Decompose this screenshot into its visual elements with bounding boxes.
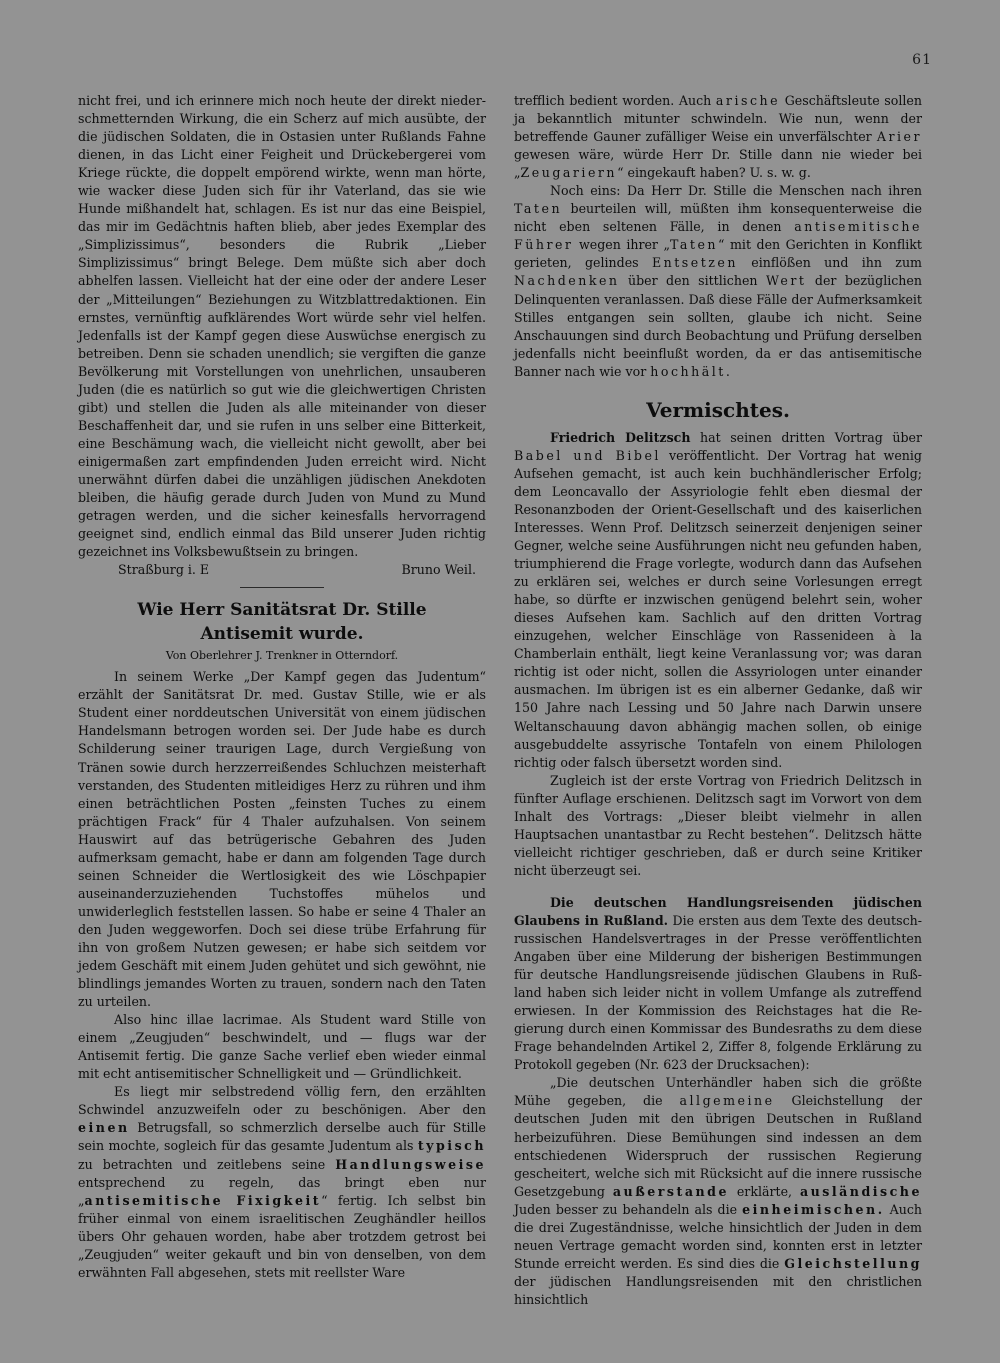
signature-place: Straßburg i. E (118, 562, 210, 578)
text-run: “ fertig. Ich selbst bin früher einmal von einem israelitischen Zeughändler heillos übers Ohr gehauen worden, habe aber trotzdem getrost bei „Zeugjuden“ weiter gekauft und bin von denselben, von dem erwähnten Fall abgesehen, stets mit reellster Ware (78, 1192, 486, 1280)
right-column (514, 92, 922, 1309)
text-run: einflößen und ihn zum (751, 255, 922, 271)
text-run: Geschäftsleute sollen ja bekanntlich mitunter schwindeln. Wie nun, wenn der betreffende Gauner zufälliger Weise ein unverfälschter (514, 93, 922, 145)
paragraph: In seinem Werke „Der Kampf gegen das Judentum“ erzählt der Sanitätsrat Dr. med. Gustav Stille, wie er als Student einer norddeutschen Universität von einem jüdischen Handelsmann betrogen worden sei. Der Jude habe es durch Schilderung seiner traurigen Lage, durch Vergießung von Tränen sowie durch herzzerreißendes Schluchzen meisterhaft verstanden, des Studenten mitleidiges Herz zu rühren und ihm einen beträchtlichen Posten „feinsten Tuches zu einem prächtigen Frack“ für 4 Thaler aufzuhalsen. Von seinem Hauswirt auf das betrügerische Gebahren des Juden aufmerksam gemacht, habe er dann am folgenden Tage durch seinen Schneider die Wertlosigkeit des wie Löschpapier auseinanderzuziehenden Tuchstoffes mühelos und unwiderleglich feststellen lassen. So habe er seine 4 Thaler an den Juden weggeworfen. Doch sei diese trübe Erfahrung für ihn von großem Nutzen gewesen; er habe sich seitdem vor jedem Geschäft mit einem Juden gehütet und sich gewöhnt, nie blindlings jemandes Worten zu trauen, sondern nach den Taten zu urteilen. (78, 669, 486, 1010)
section-divider (240, 587, 324, 588)
emphasis-text: Nachdenken (514, 273, 620, 289)
paragraph (514, 92, 922, 182)
paragraph: Zugleich ist der erste Vortrag von Friedrich Delitzsch in fünfter Auflage erschienen. Delitzsch sagt im Vorwort von dem Inhalt des Vortrags: „Dieser bleibt vielmehr in allen Hauptsachen unantastbar zu Recht bestehen“. Delitzsch hätte vielleicht richtiger geschrieben, daß er durch seine Kritiker nicht überzeugt sei. (514, 772, 922, 878)
emphasis-text: Babel und Bibel (514, 447, 661, 463)
text-run: Es liegt mir selbstredend völlig fern, den erzählten Schwindel anzuzweifeln oder zu beschönigen. Aber den (78, 1084, 486, 1118)
emphasis-text: ausländische (799, 1183, 922, 1199)
emphasis-text: Taten (514, 201, 563, 217)
text-run: wegen ihrer „ (578, 237, 670, 253)
text-run: trefflich bedient worden. Auch (514, 93, 712, 108)
emphasis-text: typisch (417, 1138, 486, 1154)
text-run: “ eingekauft haben? U. s. w. g. (617, 165, 811, 181)
emphasis-text: Gleichstellung (784, 1255, 922, 1271)
text-run: Gleichstellung der deutschen Juden mit den übrigen Deutschen in Rußland herbeizuführen. Diese Bemühungen sind indessen an dem entschiedenen Widerspruch der russischen Regierung gescheitert, welche sich mit Rücksicht auf die innere russische Gesetzgebung (514, 1093, 923, 1199)
emphasis-text: antisemitische Fixigkeit (84, 1192, 322, 1208)
emphasis-text: Handlungsweise (335, 1156, 486, 1172)
text-run: Betrugsfall, so schmerzlich derselbe auch für Stille sein mochte, sogleich für das gesamte Judentum als (78, 1120, 486, 1154)
text-run: „Die deutschen Unterhändler haben sich die größte Mühe gegeben, die (514, 1075, 922, 1109)
text-run: über den sittlichen (627, 273, 758, 289)
emphasis-text: einen (78, 1120, 130, 1136)
emphasis-text: allgemeine (679, 1093, 775, 1109)
emphasis-text: Entsetzen (651, 255, 738, 271)
text-run: veröffentlicht. Der Vortrag hat wenig Aufsehen gemacht, ist auch kein buchhändlerischer Erfolg; dem Leoncavallo der Assyriologie fehlt eben diesmal der Resonanzboden der Orient-Gesellschaft und des kaiserlichen Interesses. Wenn Prof. Delitzsch seinerzeit denjenigen seiner Gegner, welche seine Ausführungen nicht neu gefunden haben, triumphierend die Frage vorlegte, wodurch dann das Aufsehen zu erklären sei, welches er durch seine Vorlesungen erregt habe, so dürfte er inzwischen genügend belehrt sein, woher dieses Aufsehen kam. Sachlich auf den dritten Vortrag einzugehen, welcher Einschläge von Rassenideen à la Chamberlain enthält, liegt keine Veranlassung vor; was daran richtig ist oder nicht, sollen die Assyriologen unter einander ausmachen. Im übrigen ist es ein alberner Gedanke, daß wir 150 Jahre nach Lessing und 50 Jahre nach Darwin unsere Weltanschauung davon abhängig machen sollen, ob einige ausgebuddelte assyrische Tontafeln von einem Philologen richtig oder falsch übersetzt worden sind. (514, 447, 922, 770)
article-heading-line: Antisemit wurde. (200, 624, 364, 645)
text-run: “ mit den Gerichten in Konflikt gerieten, gelindes (514, 237, 922, 271)
article-byline: Von Oberlehrer J. Trenkner in Otterndorf. (165, 649, 399, 663)
text-run: erklärte, (736, 1183, 793, 1199)
emphasis-text: arische (715, 93, 781, 108)
paragraph (514, 182, 922, 381)
emphasis-text: einheimischen. (742, 1201, 885, 1217)
lead-in-text: Die deutschen Handlungsreisenden jüdischen Glaubens in Rußland. (514, 894, 922, 928)
left-column (78, 92, 486, 1282)
text-run: Auch die drei Zugeständnisse, welche hinsichtlich der Juden in dem neuen Vertrage gemacht worden sind, konnten erst in letzter Stunde erreicht werden. Es sind dies die (514, 1201, 922, 1271)
emphasis-text: antisemitische Führer (514, 219, 922, 253)
text-run: zu betrachten und zeitlebens seine (78, 1156, 326, 1172)
article-heading-line: Wie Herr Sanitätsrat Dr. Stille (137, 600, 427, 621)
text-run: Juden besser zu behandeln als die (514, 1201, 738, 1217)
emphasis-text: außerstande (612, 1183, 729, 1199)
article-heading (78, 598, 486, 646)
paragraph (78, 1083, 486, 1282)
paragraph: Also hinc illae lacrimae. Als Student ward Stille von einem „Zeugjuden“ beschwindelt, und — flugs war der Antisemit fertig. Die ganze Sache verlief eben wieder einmal mit echt antisemitischer Schnelligkeit und — Gründlichkeit. (78, 1012, 486, 1082)
page-number: 61 (912, 52, 932, 68)
paragraph (514, 1074, 922, 1309)
text-run: Die ersten aus dem Texte des deutsch-russischen Handelsvertrages in der Presse veröffentlichten Angaben über eine Milderung der bisherigen Bestimmungen für deutsche Handlungsreisende jüdischen Glaubens in Rußland haben sich leider nicht in vollem Umfange als zutreffend erwiesen. In der Kommission des Reichstages hat die Regierung durch einen Kommissar des Bundesraths zu dem diese Frage behandelnden Artikel 2, Ziffer 8, folgende Erklärung zu Protokoll gegeben (Nr. 623 der Drucksachen): (514, 912, 922, 1073)
signature-author: Bruno Weil. (401, 562, 476, 578)
emphasis-text: hochhält. (650, 363, 733, 379)
text-run: Noch eins: Da Herr Dr. Stille die Menschen nach ihren (550, 183, 922, 199)
paragraph: nicht frei, und ich erinnere mich noch heute der direkt niederschmetternden Wirkung, die ein Scherz auf mich ausübte, der die jüdischen Soldaten, die in Ostasien unter Rußlands Fahne dienen, in das Licht einer Feigheit und Drückebergerei vom Kriege rückte, die doppelt empörend wirkte, wenn man hörte, wie wacker diese Juden sich für ihr Vaterland, das sie wie Hunde mißhandelt hat, schlagen. Es ist nur das eine Beispiel, das mir im Gedächtnis haften blieb, aber jedes Exemplar des „Simplizissimus“, besonders die Rubrik „Lieber Simplizissimus“ bringt Belege. Dem müßte sich aber doch abhelfen lassen. Vielleicht hat der eine oder der andere Leser der „Mitteilungen“ Beziehungen zu Witzblattredaktionen. Ein ernstes, vernünftig aufklärendes Wort würde sehr viel helfen. Jedenfalls ist der Kampf gegen diese Auswüchse energisch zu betreiben. Denn sie schaden unendlich; sie vergiften die ganze Bevölkerung mit Vorstellungen von unehrlichen, unsauberen Juden (die es natürlich so gut wie die gleichwertigen Christen gibt) und stellen die Juden als alle miteinander von dieser Beschaffenheit dar, und sie rufen in uns selber eine Bitterkeit, eine Beschämung wach, die vielleicht nicht gewollt, aber bei einigermaßen zart empfindenden Juden erreicht wird. Nicht unerwähnt dürfen dabei die unzähligen jüdischen Anekdoten bleiben, die häufig gerade durch Juden von Mund zu Mund getragen werden, und die sicher keinesfalls hervorragend geeignet sind, endlich einmal das Bild unserer Juden richtig gezeichnet ins Volksbewußtsein zu bringen. (78, 93, 486, 560)
spacer (514, 880, 922, 894)
emphasis-text: Zeugariern (520, 165, 618, 181)
lead-in-text: Friedrich Delitzsch (550, 429, 691, 445)
text-run: der jüdischen Handlungsreisenden mit den christlichen hinsichtlich (514, 1273, 922, 1307)
text-run: der bezüglichen Delinquenten veranlassen. Daß diese Fälle der Aufmerksamkeit Stilles entgangen sein sollten, glaube ich nicht. Seine Anschauungen sind durch Beobachtung und Prüfung derselben jedenfalls nicht beeinflußt worden, da er das antisemitische Banner nach wie vor (514, 273, 922, 379)
signature-line (78, 561, 486, 579)
text-run: beurteilen will, müßten ihm konsequenterweise die nicht eben seltenen Fälle, in denen (514, 201, 922, 235)
text-run: hat seinen dritten Vortrag über (700, 429, 922, 445)
text-run: gewesen wäre, würde Herr Dr. Stille dann nie wieder bei „ (514, 147, 922, 181)
emphasis-text: Taten (669, 237, 719, 253)
emphasis-text: Wert (765, 273, 807, 289)
section-heading: Vermischtes. (646, 397, 790, 422)
paragraph (514, 894, 922, 1074)
paragraph (514, 429, 922, 772)
emphasis-text: Arier (876, 129, 922, 145)
text-run: entsprechend zu regeln, das bringt eben nur „ (78, 1174, 486, 1208)
